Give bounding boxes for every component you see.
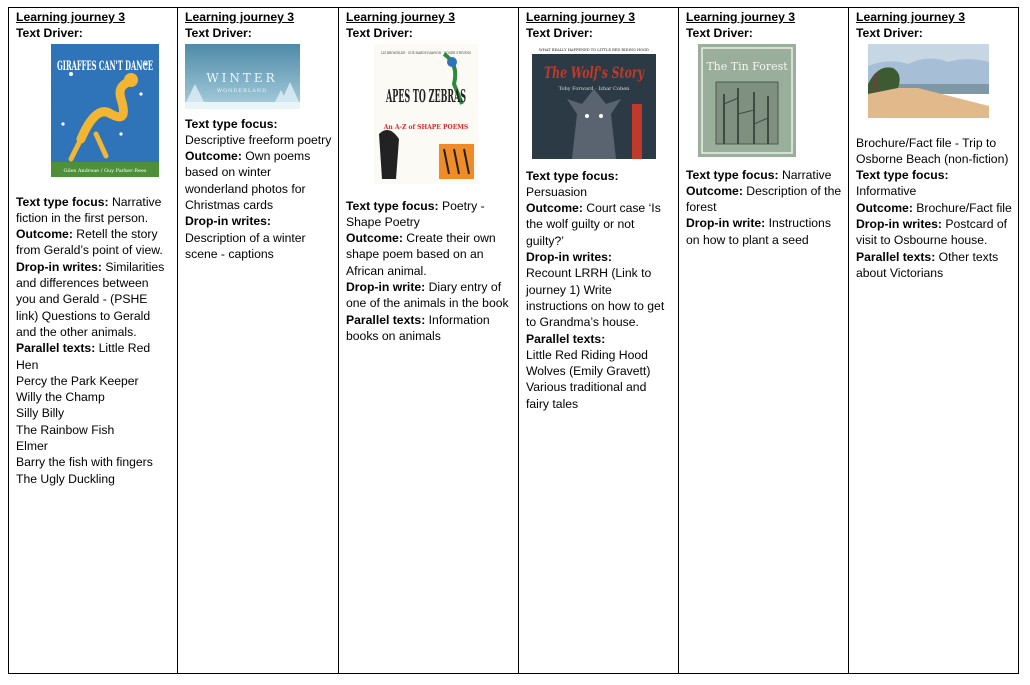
outcome [686, 183, 842, 216]
cover-title: The Tin Forest [706, 59, 788, 73]
dropin-value: Similarities and differences between you and Gerald - (PSHE link) Questions to Gerald and the other animals. [16, 259, 165, 339]
outcome-value: Description of the forest [686, 183, 842, 215]
text-driver-label: Text Driver: [185, 26, 252, 41]
outcome-label: Outcome: [346, 231, 403, 246]
giraffes-cant-dance-cover [51, 44, 159, 177]
focus-label: Text type focus: [686, 167, 779, 182]
parallel-text: Willy the Champ [16, 390, 105, 405]
outcome-value: Create their own shape poem based on an African animal. [346, 231, 496, 278]
outcome [185, 148, 332, 213]
drop-in [686, 215, 842, 248]
focus-value: Poetry - Shape Poetry [346, 198, 485, 229]
column-wolfs-story [519, 8, 679, 673]
column-heading: Learning journey 3 [346, 10, 456, 24]
focus-label: Text type focus: [526, 168, 619, 183]
outcome [856, 200, 1012, 216]
parallel-text: Elmer [16, 439, 48, 454]
column-heading: Learning journey 3 [185, 10, 295, 24]
cover-authors: Toby Forward · Izhar Cohen [558, 85, 630, 92]
parallel-text: The Ugly Duckling [16, 471, 115, 486]
learning-journey-table [8, 7, 1019, 674]
outcome-value: Court case ‘Is the wolf guilty or not guilty?’ [526, 201, 661, 248]
column-apes-to-zebras [339, 8, 519, 673]
outcome-value: Own poems based on winter wonderland photos for Christmas cards [185, 149, 311, 213]
drop-in [856, 216, 1012, 249]
trip-intro: Brochure/Fact file - Trip to Osborne Beach (non-fiction) [856, 135, 1009, 166]
text-focus [856, 167, 1012, 200]
parallel-text: Percy the Park Keeper [16, 373, 139, 388]
drop-in [346, 279, 512, 312]
focus-value: Narrative fiction in the first person. [16, 194, 162, 225]
focus-value: Persuasion [526, 184, 587, 199]
outcome-label: Outcome: [185, 149, 242, 164]
cover-authors: Giles Andreae / Guy Parker-Rees [63, 167, 147, 174]
dropin-value: Postcard of visit to Osbourne house. [856, 217, 1008, 248]
drop-in [16, 259, 171, 340]
parallel-label: Parallel texts: [856, 249, 936, 264]
dropin-label: Drop-in write: [686, 216, 766, 231]
cover-title: GIRAFFES CAN'T DANCE [57, 58, 154, 74]
focus-label: Text type focus: [346, 198, 439, 213]
text-focus [346, 198, 512, 231]
dropin-value: Recount LRRH (Link to journey 1) Write instructions on how to get to Grandma’s house. [526, 266, 665, 330]
focus-value: Descriptive freeform poetry [185, 132, 332, 147]
apes-to-zebras-cover [374, 44, 478, 184]
parallel-text: Barry the fish with fingers [16, 455, 153, 470]
dropin-label: Drop-in writes: [16, 259, 102, 274]
text-driver-label: Text Driver: [856, 26, 923, 41]
text-driver-label: Text Driver: [346, 26, 413, 41]
column-osborne-beach [849, 8, 1018, 673]
dropin-value: Description of a winter scene - captions [185, 230, 306, 261]
tin-forest-cover [698, 44, 796, 157]
focus-label: Text type focus: [185, 116, 278, 131]
parallel-text: Little Red Riding Hood [526, 347, 648, 362]
parallel [856, 249, 1012, 282]
column-tin-forest [679, 8, 849, 673]
text-driver-label: Text Driver: [686, 26, 753, 41]
cover-authors: LIZ BROWNLEE · SUE HARDY-DAWSON · ROGER STEVENS [381, 50, 472, 55]
focus-value: Narrative [781, 167, 832, 182]
dropin-label: Drop-in writes: [526, 250, 612, 265]
column-heading: Learning journey 3 [686, 10, 796, 24]
text-focus [16, 194, 171, 227]
focus-label: Text type focus: [856, 168, 949, 183]
parallel [346, 312, 512, 345]
parallel [16, 340, 171, 373]
cover-title: APES TO ZEBRAS [385, 85, 466, 107]
parallel-text: The Rainbow Fish [16, 422, 115, 437]
dropin-label: Drop-in writes: [185, 214, 271, 229]
parallel-text: Various traditional and fairy tales [526, 380, 647, 411]
parallel-value: Little Red Hen [16, 341, 151, 372]
parallel-label: Parallel texts: [346, 312, 426, 327]
outcome-label: Outcome: [856, 200, 913, 215]
outcome [346, 230, 512, 279]
text-driver-label: Text Driver: [16, 26, 83, 41]
dropin-value: Diary entry of one of the animals in the book [346, 280, 509, 311]
parallel-text: Silly Billy [16, 406, 65, 421]
winter-wonderland-picture [185, 44, 300, 109]
parallel-value: Other texts about Victorians [856, 249, 999, 280]
outcome-label: Outcome: [16, 227, 73, 242]
column-heading: Learning journey 3 [526, 10, 636, 24]
cover-title: The Wolf's Story [544, 62, 646, 82]
picture-subtitle: WONDERLAND [216, 87, 268, 94]
column-heading: Learning journey 3 [856, 10, 966, 24]
cover-tagline: WHAT REALLY HAPPENED TO LITTLE RED RIDING HOOD [539, 47, 649, 52]
dropin-value: Instructions on how to plant a seed [686, 216, 831, 247]
wolfs-story-cover [532, 44, 656, 159]
cover-subtitle: An A-Z of SHAPE POEMS [383, 123, 469, 131]
outcome-label: Outcome: [686, 183, 743, 198]
parallel-label: Parallel texts: [16, 341, 96, 356]
focus-value: Informative [856, 184, 917, 199]
dropin-label: Drop-in write: [346, 280, 426, 295]
outcome-value: Retell the story from Gerald’s point of view. [16, 227, 163, 258]
column-giraffes [9, 8, 178, 673]
outcome [16, 226, 171, 259]
picture-title: WINTER [206, 70, 278, 85]
focus-label: Text type focus: [16, 194, 109, 209]
outcome-value: Brochure/Fact file [916, 200, 1012, 215]
text-driver-label: Text Driver: [526, 26, 593, 41]
beach-photo [868, 44, 989, 118]
outcome [526, 200, 672, 249]
column-heading: Learning journey 3 [16, 10, 126, 24]
parallel-value: Information books on animals [346, 312, 490, 343]
outcome-label: Outcome: [526, 201, 583, 216]
parallel-label: Parallel texts: [526, 331, 606, 346]
text-focus [686, 167, 842, 183]
column-winter [178, 8, 339, 673]
parallel-text: Wolves (Emily Gravett) [526, 364, 651, 379]
dropin-label: Drop-in writes: [856, 217, 942, 232]
